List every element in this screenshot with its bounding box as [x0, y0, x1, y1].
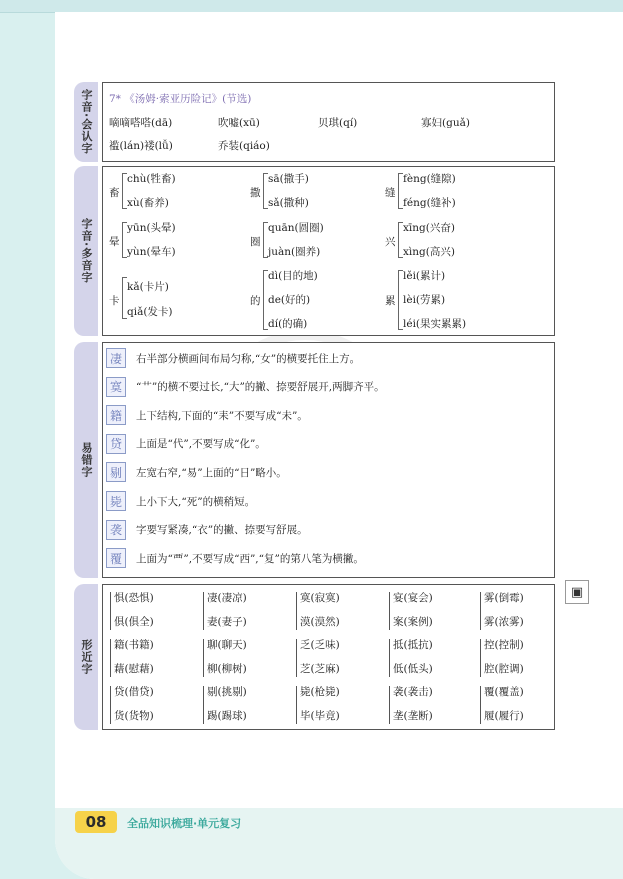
section-label-yicuo: 易错字 — [74, 342, 98, 578]
similar-word: 寞(寂寞) — [300, 592, 340, 604]
polyphone-reading: lěi(累计) — [403, 270, 446, 282]
section-label-duoyin: 字音·多音字 — [74, 166, 98, 336]
polyphone-char: 畜 — [109, 187, 120, 199]
similar-word: 控(控制) — [484, 639, 524, 651]
mistake-row — [106, 519, 308, 541]
pair-bar — [110, 686, 111, 724]
similar-word: 贷(借贷) — [114, 686, 154, 698]
similar-word: 凄(凄凉) — [207, 592, 247, 604]
similar-word: 惧(恐惧) — [114, 592, 154, 604]
similar-word: 履(履行) — [484, 709, 524, 722]
polyphone-reading: xìng(高兴) — [403, 246, 455, 258]
polyphone-reading: dí(的确) — [268, 318, 308, 330]
similar-word: 俱(俱全) — [114, 615, 154, 628]
polyphone-char: 缝 — [385, 187, 396, 199]
pair-bar — [296, 686, 297, 724]
polyphone-reading: chù(牲畜) — [127, 173, 176, 185]
word-item: 吹嘘(xū) — [218, 117, 260, 129]
pair-bar — [296, 639, 297, 677]
polyphone-reading: xù(畜养) — [127, 197, 169, 209]
similar-word: 袭(袭击) — [393, 686, 433, 698]
polyphone-char: 撒 — [250, 187, 261, 199]
polyphone-reading: sā(撒手) — [268, 173, 309, 185]
mistake-char: 剔 — [106, 462, 126, 482]
mistake-note: 右半部分横画间布局匀称,“女”的横要托住上方。 — [136, 352, 361, 365]
similar-word: 雾(浓雾) — [484, 615, 524, 628]
similar-word: 乏(乏味) — [300, 639, 340, 651]
similar-word: 毕(毕竟) — [300, 709, 340, 722]
polyphone-reading: yūn(头晕) — [127, 222, 176, 234]
word-item: 贝琪(qí) — [318, 117, 358, 129]
polyphone-reading: sǎ(撒种) — [268, 197, 309, 209]
huiren-box — [102, 82, 555, 162]
pair-bar — [480, 592, 481, 630]
pair-bar — [480, 686, 481, 724]
page-number: 08 — [75, 811, 117, 833]
mistake-char: 寞 — [106, 377, 126, 397]
polyphone-char: 的 — [250, 295, 261, 307]
similar-word: 覆(覆盖) — [484, 686, 524, 698]
word-item: 嘀嘀嗒嗒(dā) — [109, 117, 173, 129]
mistake-note: “艹”的横不要过长,“大”的撇、捺要舒展开,两脚齐平。 — [136, 381, 385, 394]
similar-word: 腔(腔调) — [484, 662, 524, 675]
pair-bar — [110, 639, 111, 677]
pair-bar — [389, 592, 390, 630]
lesson-title: 7* 《汤姆·索亚历险记》(节选) — [109, 93, 252, 105]
mistake-row — [106, 347, 360, 369]
similar-word: 踢(踢球) — [207, 709, 247, 722]
pair-bar — [480, 639, 481, 677]
similar-word: 柳(柳树) — [207, 662, 247, 675]
polyphone-char: 累 — [385, 295, 396, 307]
mistake-row — [106, 490, 255, 512]
similar-word: 垄(垄断) — [393, 709, 433, 722]
mistake-note: 上下结构,下面的“耒”不要写成“未”。 — [136, 409, 308, 422]
pair-bar — [389, 686, 390, 724]
similar-word: 毙(枪毙) — [300, 686, 340, 698]
word-item: 乔装(qiáo) — [218, 140, 270, 152]
mistake-note: 字要写紧凑,“衣”的撇、捺要写舒展。 — [136, 524, 308, 537]
polyphone-reading: dì(目的地) — [268, 270, 318, 282]
word-item: 寡妇(guǎ) — [421, 117, 470, 129]
similar-word: 货(货物) — [114, 709, 154, 722]
mistake-note: 上面为“覀”,不要写成“西”,“复”的第八笔为横撇。 — [136, 552, 364, 565]
duoyin-box — [102, 166, 555, 336]
mistake-row — [106, 433, 266, 455]
similar-word: 聊(聊天) — [207, 639, 247, 651]
mistake-char: 贷 — [106, 434, 126, 454]
mistake-char: 凄 — [106, 348, 126, 368]
pair-bar — [110, 592, 111, 630]
similar-word: 籍(书籍) — [114, 639, 154, 651]
polyphone-reading: quān(圆圈) — [268, 222, 324, 234]
mistake-note: 左宽右窄,“易”上面的“日”略小。 — [136, 466, 287, 479]
polyphone-reading: fèng(缝隙) — [403, 173, 456, 185]
polyphone-reading: juàn(圈养) — [268, 246, 321, 258]
similar-word: 雾(倒霉) — [484, 592, 524, 604]
mistake-row — [106, 461, 287, 483]
polyphone-char: 兴 — [385, 236, 396, 248]
mistake-char: 籍 — [106, 405, 126, 425]
mistake-row — [106, 547, 364, 569]
similar-word: 案(案例) — [393, 615, 433, 628]
similar-word: 宴(宴会) — [393, 592, 433, 604]
pair-bar — [389, 639, 390, 677]
polyphone-reading: yùn(晕车) — [127, 246, 176, 258]
polyphone-reading: léi(果实累累) — [403, 318, 467, 330]
mistake-row — [106, 376, 385, 398]
polyphone-reading: féng(缝补) — [403, 197, 456, 209]
footer-title: 全品知识梳理·单元复习 — [127, 817, 242, 830]
similar-word: 漠(漠然) — [300, 615, 340, 628]
section-label-huiren: 字音·会认字 — [74, 82, 98, 162]
polyphone-char: 卡 — [109, 295, 120, 307]
polyphone-reading: de(好的) — [268, 294, 311, 306]
mistake-char: 袭 — [106, 520, 126, 540]
similar-word: 低(低头) — [393, 662, 433, 675]
pair-bar — [203, 592, 204, 630]
mistake-note: 上面是“代”,不要写成“化”。 — [136, 438, 266, 451]
similar-word: 抵(抵抗) — [393, 639, 433, 651]
similar-word: 剔(挑剔) — [207, 686, 247, 698]
pair-bar — [203, 686, 204, 724]
word-item: 褴(lán)褛(lǚ) — [109, 140, 173, 152]
polyphone-reading: lèi(劳累) — [403, 294, 446, 306]
polyphone-reading: qiǎ(发卡) — [127, 306, 173, 318]
similar-word: 妻(妻子) — [207, 615, 247, 628]
polyphone-char: 晕 — [109, 236, 120, 248]
scan-icon[interactable]: ▣ — [565, 580, 589, 604]
mistake-row — [106, 404, 308, 426]
pair-bar — [296, 592, 297, 630]
section-label-xingjin: 形近字 — [74, 584, 98, 730]
polyphone-reading: xīng(兴奋) — [403, 222, 455, 234]
similar-word: 藉(慰藉) — [114, 662, 154, 675]
mistake-char: 覆 — [106, 548, 126, 568]
mistake-note: 上小下大,“死”的横稍短。 — [136, 495, 256, 508]
pair-bar — [203, 639, 204, 677]
polyphone-char: 圈 — [250, 236, 261, 248]
polyphone-reading: kǎ(卡片) — [127, 281, 169, 293]
similar-word: 芝(芝麻) — [300, 662, 340, 675]
mistake-char: 毙 — [106, 491, 126, 511]
